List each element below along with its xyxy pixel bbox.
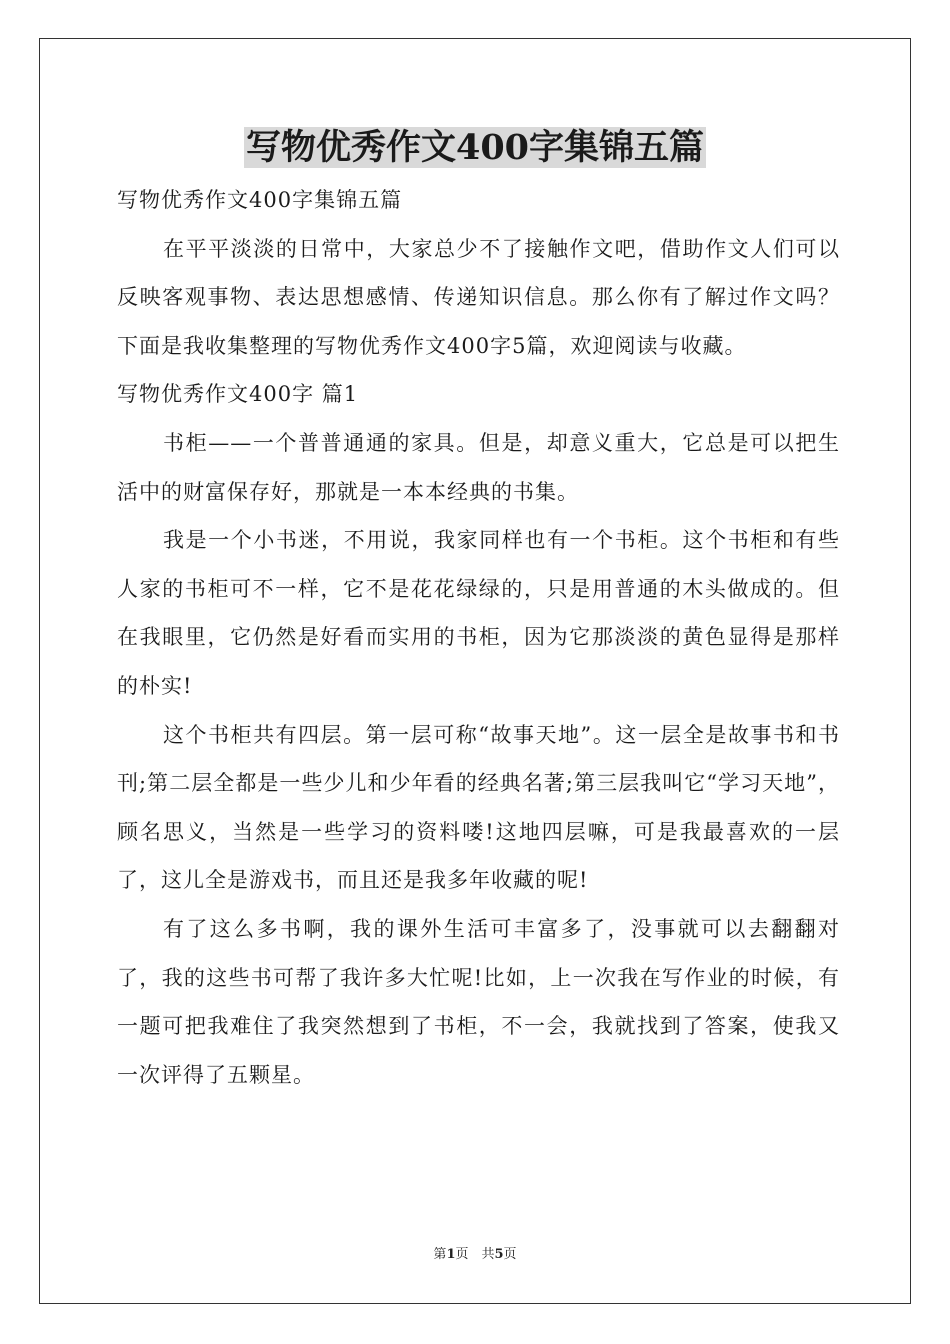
footer-page-prefix: 第 bbox=[433, 1247, 447, 1262]
document-paragraph: 写物优秀作文400字 篇1 bbox=[117, 382, 359, 407]
page-footer bbox=[0, 1246, 950, 1264]
footer-page-mid: 页 共 bbox=[455, 1247, 495, 1262]
document-paragraph: 在平平淡淡的日常中，大家总少不了接触作文吧，借助作文人们可以反映客观事物、表达思想感情、传递知识信息。那么你有了解过作文吗？下面是我收集整理的写物优秀作文400字5篇，欢迎阅读与收藏。 bbox=[117, 236, 840, 358]
document-paragraph: 书柜——一个普普通通的家具。但是，却意义重大，它总是可以把生活中的财富保存好，那就是一本本经典的书集。 bbox=[117, 430, 840, 504]
document-paragraph: 有了这么多书啊，我的课外生活可丰富多了，没事就可以去翻翻对了，我的这些书可帮了我许多大忙呢!比如，上一次我在写作业的时候，有一题可把我难住了我突然想到了书柜，不一会，我就找到了答案，使我又一次评得了五颗星。 bbox=[117, 916, 840, 1087]
document-paragraph: 这个书柜共有四层。第一层可称“故事天地”。这一层全是故事书和书刊;第二层全都是一些少儿和少年看的经典名著;第三层我叫它“学习天地”，顾名思义，当然是一些学习的资料喽!这地四层嘛，可是我最喜欢的一层了，这儿全是游戏书，而且还是我多年收藏的呢! bbox=[117, 722, 840, 893]
document-paragraph: 写物优秀作文400字集锦五篇 bbox=[117, 188, 403, 212]
footer-page-suffix: 页 bbox=[503, 1247, 517, 1262]
footer-current-page: 1 bbox=[446, 1247, 456, 1262]
document-paragraph: 我是一个小书迷，不用说，我家同样也有一个书柜。这个书柜和有些人家的书柜可不一样，它不是花花绿绿的，只是用普通的木头做成的。但在我眼里，它仍然是好看而实用的书柜，因为它那淡淡的黄色显得是那样的朴实! bbox=[117, 528, 840, 698]
footer-total-pages: 5 bbox=[494, 1247, 504, 1262]
document-title-text: 写物优秀作文400字集锦五篇 bbox=[245, 127, 705, 168]
document-body bbox=[117, 176, 840, 1099]
document-title bbox=[0, 125, 950, 171]
